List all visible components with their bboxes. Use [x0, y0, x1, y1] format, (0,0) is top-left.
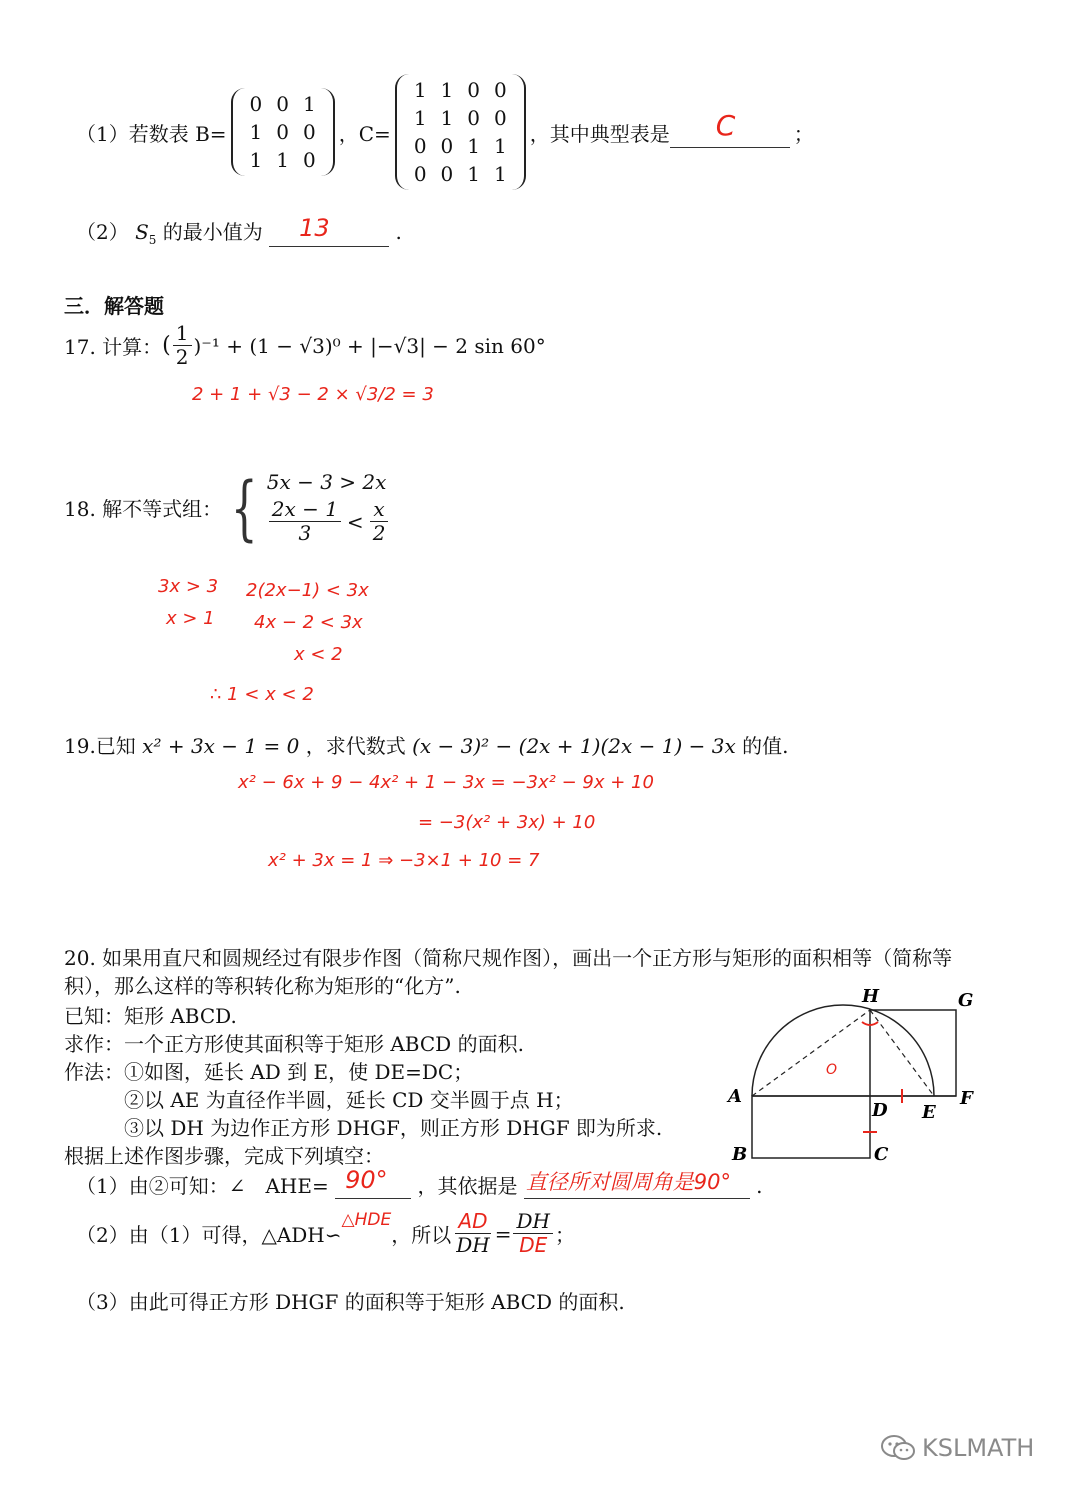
watermark-text: KSLMATH: [922, 1434, 1035, 1462]
q18-ineq2: [267, 498, 391, 545]
q20-method1: 作法：①如图，延长 AD 到 E，使 DE=DC；: [64, 1060, 474, 1084]
matrix-c-row: [407, 76, 514, 104]
q20-method2: ②以 AE 为直径作半圆，延长 CD 交半圆于点 H；: [124, 1088, 574, 1112]
q18-label: 18. 解不等式组：: [64, 497, 223, 521]
q20-p2-so: ，所以: [391, 1223, 452, 1247]
q16-part2-end: .: [395, 220, 402, 244]
matrix-c-cell: 0: [413, 134, 427, 158]
q18-system: [267, 470, 391, 545]
matrix-b-cell: 0: [276, 92, 290, 116]
matrix-b-cell: 0: [276, 120, 290, 144]
q17-frac-num: 1: [173, 322, 192, 346]
matrix-b-cell: 1: [303, 92, 316, 116]
q18-ineq2-rden: 2: [372, 521, 386, 545]
label-d: D: [872, 1100, 888, 1121]
q18-ineq2-rel: <: [346, 509, 364, 534]
q17-expression: )⁻¹ + (1 − √3)⁰ + |−√3| − 2 sin 60°: [193, 333, 546, 358]
q20-p2-end: ；: [554, 1223, 575, 1247]
segment-he: [870, 1010, 934, 1096]
matrix-b-cell: 1: [249, 148, 263, 172]
matrix-b-cell: 1: [249, 120, 263, 144]
q20-p2-left-frac: [453, 1210, 492, 1257]
q18-work-line: ∴ 1 < x < 2: [210, 684, 314, 705]
matrix-c-cell: 1: [494, 134, 507, 158]
label-a: A: [728, 1086, 742, 1107]
q16-answer-blank: [670, 108, 790, 148]
q20-part3: （3）由此可得正方形 DHGF 的面积等于矩形 ABCD 的面积.: [76, 1290, 625, 1314]
q20-task: 求作：一个正方形使其面积等于矩形 ABCD 的面积.: [64, 1032, 524, 1056]
watermark: [880, 1434, 1034, 1462]
q20-p2-prefix: （2）由（1）可得，△ADH∽: [76, 1223, 342, 1247]
wechat-icon: [880, 1434, 916, 1462]
q19-line: [64, 730, 788, 759]
q20-p1-prefix: （1）由②可知：∠ AHE=: [76, 1174, 329, 1198]
label-h: H: [862, 986, 880, 1007]
q18-brace: {: [231, 466, 258, 549]
q19-expression: (x − 3)² − (2x + 1)(2x − 1) − 3x: [412, 734, 736, 758]
matrix-b-row: [243, 90, 323, 118]
q16-part1-prefix: （1）若数表 B=: [76, 121, 227, 146]
q16-part1: [76, 68, 814, 196]
q20-p1-mid: ，其依据是: [417, 1174, 518, 1198]
matrix-c-row: [407, 132, 514, 160]
q18-line: [64, 466, 390, 549]
matrix-c: [395, 74, 526, 190]
q20-p1-reason: 直径所对圆周角是90°: [525, 1170, 732, 1194]
q16-part2-blank: [269, 214, 389, 247]
q20-p2-eq: =: [494, 1221, 512, 1246]
matrix-b-cell: 1: [276, 148, 290, 172]
q17-label: 17. 计算：: [64, 335, 163, 359]
matrix-c-cell: 0: [440, 134, 454, 158]
q16-part2-text: 的最小值为: [162, 220, 263, 244]
matrix-c-cell: 1: [440, 78, 454, 102]
q17-frac-den: 2: [175, 345, 189, 369]
label-g: G: [958, 990, 974, 1011]
q17-open: (: [162, 333, 171, 358]
matrix-b-cell: 0: [303, 120, 316, 144]
q20-p1-answer: 90°: [345, 1166, 388, 1194]
q16-part1-end: ；: [793, 121, 814, 146]
q20-figure: [720, 980, 1020, 1170]
q16-part2-var: S: [135, 220, 149, 244]
q19-work-line: = −3(x² + 3x) + 10: [418, 812, 596, 833]
q20-intro-line2: 积），那么这样的等积转化称为矩形的“化方”.: [64, 974, 461, 998]
matrix-c-cell: 1: [467, 134, 481, 158]
q20-part1: [76, 1166, 763, 1199]
matrix-c-cell: 0: [440, 162, 454, 186]
q18-work-line: 4x − 2 < 3x: [254, 612, 363, 633]
label-f: F: [960, 1088, 973, 1109]
q19-work-line: x² − 6x + 9 − 4x² + 1 − 3x = −3x² − 9x + 10: [238, 772, 654, 793]
q17-line: [64, 322, 546, 369]
q20-p2-den-left: DH: [456, 1233, 490, 1257]
q18-ineq2-left: [269, 498, 341, 545]
q16-between: ，C=: [338, 121, 391, 146]
section-title: 三．解答题: [64, 294, 164, 318]
q19-end: 的值.: [742, 734, 789, 758]
q20-p1-end: .: [756, 1174, 763, 1198]
label-e: E: [922, 1102, 936, 1123]
q18-work-line: x > 1: [166, 608, 215, 629]
q20-p2-num-left: AD: [455, 1210, 490, 1234]
matrix-b: [231, 88, 335, 176]
q16-part2-prefix: （2）: [76, 220, 129, 244]
label-o: O: [826, 1062, 838, 1078]
matrix-c-cell: 0: [494, 78, 507, 102]
q16-part1-suffix: ，其中典型表是: [529, 121, 670, 146]
q20-p2-den-right: DE: [519, 1233, 548, 1257]
q18-ineq1: 5x − 3 > 2x: [266, 470, 387, 494]
q16-part2-answer: 13: [299, 214, 330, 242]
matrix-c-cell: 1: [413, 106, 427, 130]
q20-p2-answer: △HDE: [341, 1209, 392, 1230]
matrix-c-cell: 0: [413, 162, 427, 186]
label-c: C: [874, 1144, 889, 1165]
q17-work: 2 + 1 + √3 − 2 × √3/2 = 3: [192, 384, 434, 405]
label-b: B: [732, 1144, 748, 1165]
q16-part1-answer: C: [715, 108, 736, 142]
q19-work-line: x² + 3x = 1 ⇒ −3×1 + 10 = 7: [268, 850, 540, 871]
q18-ineq2-num: 2x − 1: [269, 498, 341, 522]
matrix-b-cell: 0: [249, 92, 263, 116]
matrix-b-cell: 0: [303, 148, 316, 172]
q19-label: 19.已知: [64, 734, 136, 758]
q20-p1-blank: [335, 1166, 411, 1199]
q20-p1-reason-blank: [524, 1172, 750, 1199]
q19-mid: ，求代数式: [305, 734, 406, 758]
q20-p2-num-right: DH: [513, 1210, 552, 1234]
q18-ineq2-rnum: x: [370, 498, 387, 522]
matrix-c-cell: 1: [494, 162, 507, 186]
square-dhgf: [870, 1010, 956, 1096]
matrix-c-cell: 0: [467, 78, 481, 102]
q17-fraction: [173, 322, 192, 369]
q18-work-line: x < 2: [294, 644, 343, 665]
q18-ineq2-den: 3: [298, 521, 312, 545]
q16-part2: [76, 216, 402, 247]
matrix-c-row: [407, 104, 514, 132]
q18-work-line: 2(2x−1) < 3x: [246, 580, 369, 601]
matrix-c-cell: 1: [440, 106, 454, 130]
q19-given: x² + 3x − 1 = 0: [142, 734, 300, 758]
matrix-c-cell: 0: [467, 106, 481, 130]
q20-fill-intro: 根据上述作图步骤，完成下列填空：: [64, 1144, 384, 1168]
segment-ah: [752, 1010, 870, 1096]
matrix-c-cell: 0: [494, 106, 507, 130]
q16-part2-sub: 5: [148, 233, 157, 247]
matrix-c-cell: 1: [467, 162, 481, 186]
rectangle-abcd: [752, 1096, 870, 1158]
q18-ineq2-right: [370, 498, 389, 545]
q20-known: 已知：矩形 ABCD.: [64, 1004, 237, 1028]
semicircle-arc: [752, 1005, 934, 1096]
matrix-c-cell: 1: [413, 78, 427, 102]
q18-work-line: 3x > 3: [158, 576, 219, 597]
q20-method3: ③以 DH 为边作正方形 DHGF，则正方形 DHGF 即为所求.: [124, 1116, 663, 1140]
q20-p2-right-frac: [513, 1210, 552, 1257]
matrix-b-row: [243, 118, 323, 146]
matrix-b-row: [243, 146, 323, 174]
matrix-c-row: [407, 160, 514, 188]
q20-part2: [76, 1210, 575, 1257]
q20-intro-line1: 20. 如果用直尺和圆规经过有限步作图（简称尺规作图），画出一个正方形与矩形的面积相等（简称等: [64, 946, 953, 970]
